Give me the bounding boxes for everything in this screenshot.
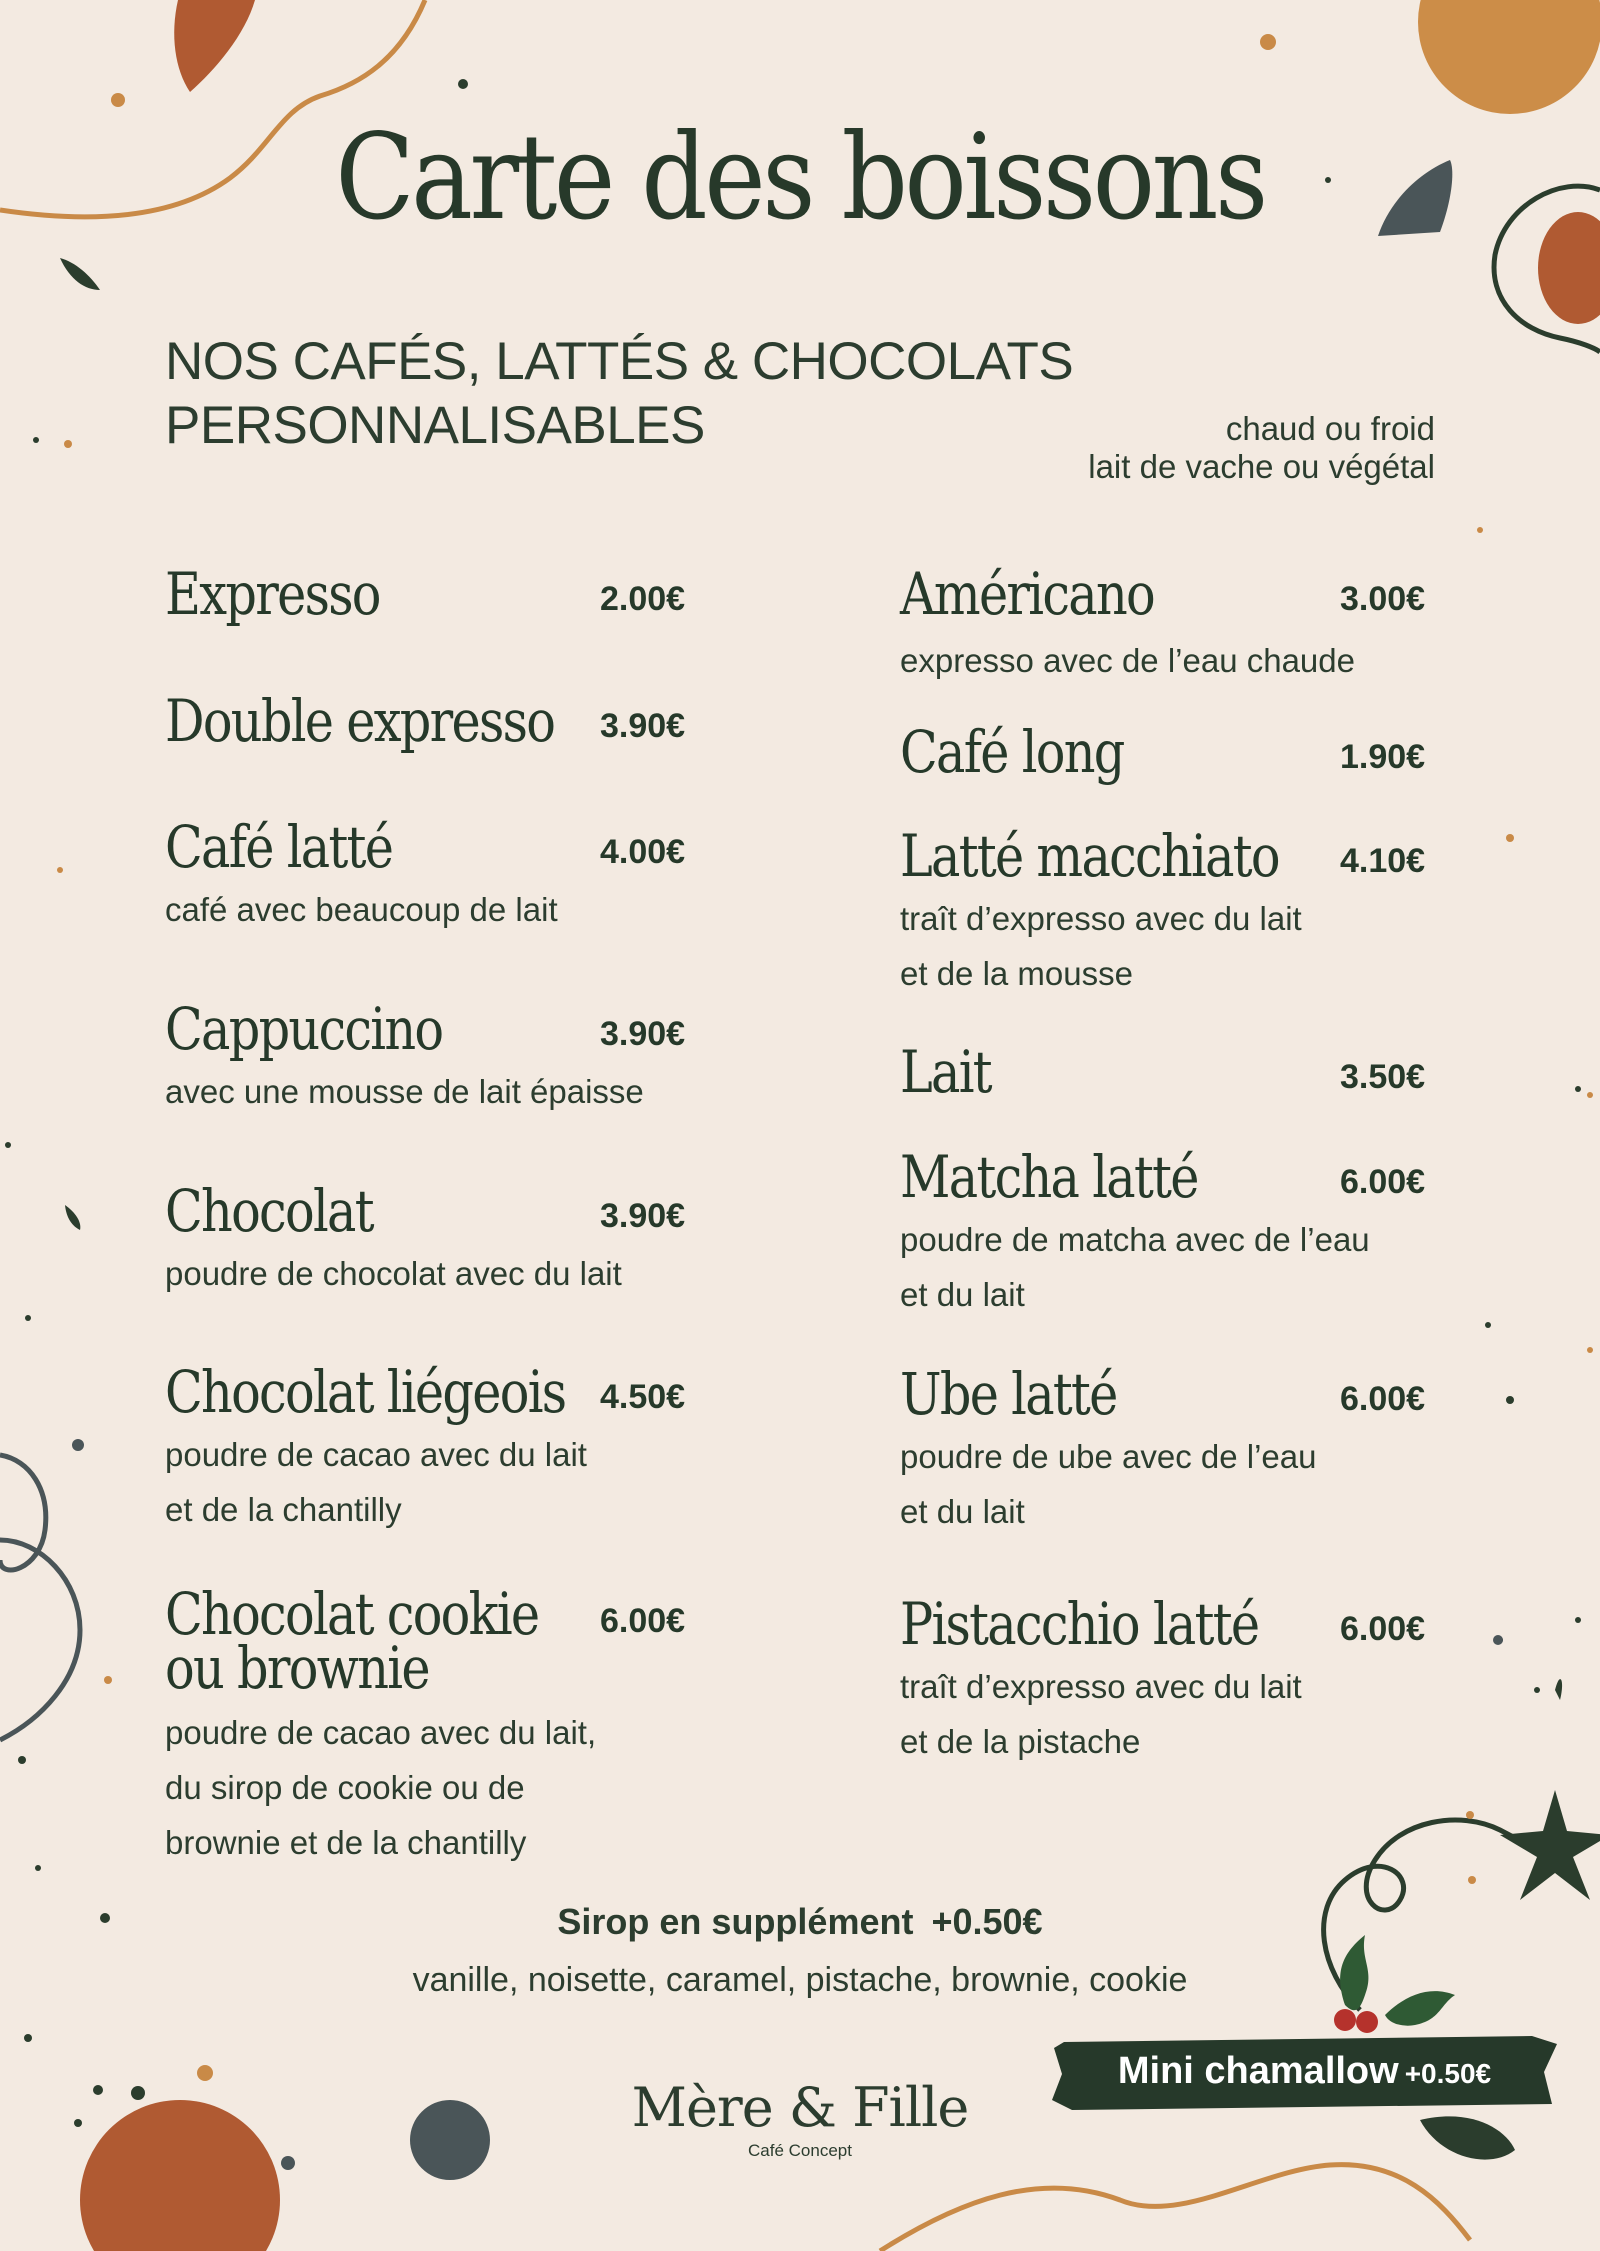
syrup-price: +0.50€ [931,1901,1043,1942]
item-name: Café long [900,718,1124,786]
item-description: traît d’expresso avec du lait et de la pistache [900,1668,1302,1760]
item-price: 4.00€ [600,833,686,871]
item-price: 3.00€ [1340,580,1426,618]
syrup-flavors: vanille, noisette, caramel, pistache, brownie, cookie [412,1961,1188,1999]
serving-note-temperature: chaud ou froid [1225,410,1435,447]
item-price: 3.50€ [1340,1058,1426,1096]
star-icon [1500,1790,1600,1900]
item-description: poudre de matcha avec de l’eau et du lait [900,1221,1370,1313]
syrup-supplement [0,1900,1600,1944]
item-name: Chocolat [165,1177,373,1245]
mini-chamallow-label: Mini chamallow [1117,2050,1399,2092]
mini-chamallow-price: +0.50€ [1404,2058,1492,2089]
item-name: Cappuccino [165,995,443,1063]
item-name: Café latté [165,813,393,881]
item-description: avec une mousse de lait épaisse [165,1073,644,1110]
item-name: Expresso [165,560,380,628]
item-price: 6.00€ [1340,1610,1426,1648]
item-name: Pistacchio latté [900,1590,1259,1658]
item-name: Double expresso [165,687,555,755]
item-price: 1.90€ [1340,738,1426,776]
item-name: Latté macchiato [900,822,1279,890]
brand-tagline: Café Concept [748,2141,852,2160]
item-description: poudre de cacao avec du lait, du sirop de cookie ou de brownie et de la chantilly [165,1714,597,1861]
item-description: poudre de cacao avec du lait et de la chantilly [165,1436,587,1528]
item-price: 3.90€ [600,1015,686,1053]
item-price: 3.90€ [600,707,686,745]
item-name: Chocolat liégeois [165,1358,566,1426]
section-title [165,330,1125,458]
item-name: Matcha latté [900,1143,1198,1211]
section-title-line1: NOS CAFÉS, LATTÉS & CHOCOLATS [165,332,1074,391]
item-price: 4.50€ [600,1378,686,1416]
item-price: 3.90€ [600,1197,686,1235]
item-name: Américano [900,560,1155,628]
item-description: poudre de ube avec de l’eau et du lait [900,1438,1317,1530]
item-price: 6.00€ [1340,1380,1426,1418]
brand-logo: Mère & Fille [631,2076,969,2139]
section-title-line2: PERSONNALISABLES [165,396,705,455]
item-description: traît d’expresso avec du lait et de la mousse [900,900,1302,992]
item-name: Chocolat cookie ou brownie [165,1580,539,1702]
item-description: expresso avec de l’eau chaude [900,642,1355,679]
item-name: Lait [900,1038,991,1106]
item-name: Ube latté [900,1360,1117,1428]
serving-note-milk: lait de vache ou végétal [1088,448,1435,485]
syrup-label: Sirop en supplément [557,1901,914,1942]
item-price: 2.00€ [600,580,686,618]
item-price: 4.10€ [1340,842,1426,880]
item-price: 6.00€ [600,1602,686,1640]
page-title: Carte des boissons [335,108,1265,246]
item-description: poudre de chocolat avec du lait [165,1255,622,1292]
item-price: 6.00€ [1340,1163,1426,1201]
serving-note [1088,410,1435,486]
item-description: café avec beaucoup de lait [165,891,558,928]
